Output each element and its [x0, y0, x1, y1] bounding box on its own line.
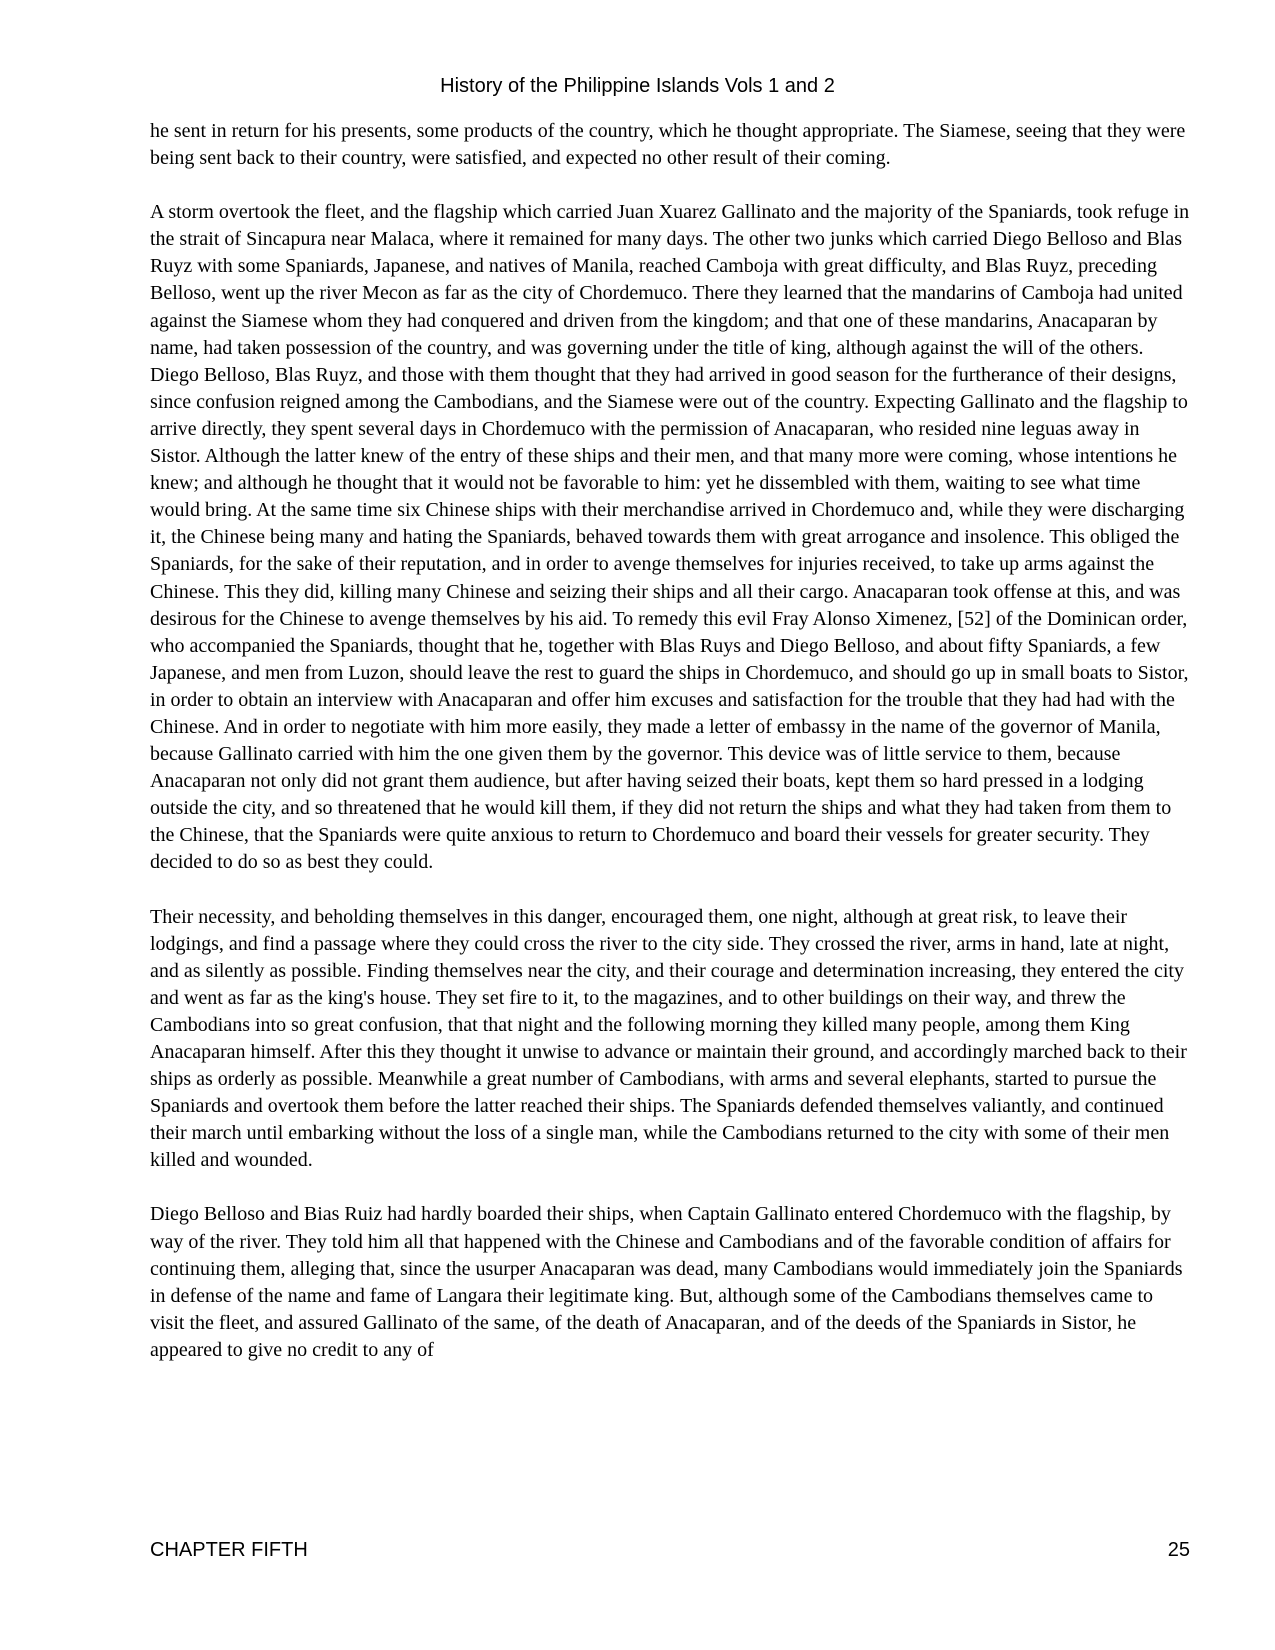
page-header: History of the Philippine Islands Vols 1 and 2	[440, 75, 835, 97]
page-number: 25	[1167, 1539, 1190, 1561]
paragraph: A storm overtook the fleet, and the flagship which carried Juan Xuarez Gallinato and the majority of the Spaniards, took refuge in the strait of Sincapura near Malaca, where it remained for many days. The other two junks which carried Diego Belloso and Blas Ruyz with some Spaniards, Japanese, and natives of Manila, reached Camboja with great difficulty, and Blas Ruyz, preceding Belloso, went up the river Mecon as far as the city of Chordemuco. There they learned that the mandarins of Camboja had united against the Siamese whom they had conquered and driven from the kingdom; and that one of these mandarins, Anacaparan by name, had taken possession of the country, and was governing under the title of king, although against the will of the others. Diego Belloso, Blas Ruyz, and those with them thought that they had arrived in good season for the furtherance of their designs, since confusion reigned among the Cambodians, and the Siamese were out of the country. Expecting Gallinato and the flagship to arrive directly, they spent several days in Chordemuco with the permission of Anacaparan, who resided nine leguas away in Sistor. Although the latter knew of the entry of these ships and their men, and that many more were coming, whose intentions he knew; and although he thought that it would not be favorable to him: yet he dissembled with them, waiting to see what time would bring. At the same time six Chinese ships with their merchandise arrived in Chordemuco and, while they were discharging it, the Chinese being many and hating the Spaniards, behaved towards them with great arrogance and insolence. This obliged the Spaniards, for the sake of their reputation, and in order to avenge themselves for injuries received, to take up arms against the Chinese. This they did, killing many Chinese and seizing their ships and all their cargo. Anacaparan took offense at this, and was desirous for the Chinese to avenge themselves by his aid. To remedy this evil Fray Alonso Ximenez, [52] of the Dominican order, who accompanied the Spaniards, thought that he, together with Blas Ruys and Diego Belloso, and about fifty Spaniards, a few Japanese, and men from Luzon, should leave the rest to guard the ships in Chordemuco, and should go up in small boats to Sistor, in order to obtain an interview with Anacaparan and offer him excuses and satisfaction for the trouble that they had had with the Chinese. And in order to negotiate with him more easily, they made a letter of embassy in the name of the governor of Manila, because Gallinato carried with him the one given them by the governor. This device was of little service to them, because Anacaparan not only did not grant them audience, but after having seized their boats, kept them so hard pressed in a lodging outside the city, and so threatened that he would kill them, if they did not return the ships and what they had taken from them to the Chinese, that the Spaniards were quite anxious to return to Chordemuco and board their vessels for greater security. They decided to do so as best they could.	[150, 201, 1190, 874]
chapter-label: CHAPTER FIFTH	[150, 1539, 308, 1561]
page-body	[150, 118, 1190, 1364]
paragraph: Their necessity, and beholding themselves in this danger, encouraged them, one night, although at great risk, to leave their lodgings, and find a passage where they could cross the river to the city side. They crossed the river, arms in hand, late at night, and as silently as possible. Finding themselves near the city, and their courage and determination increasing, they entered the city and went as far as the king's house. They set fire to it, to the magazines, and to other buildings on their way, and threw the Cambodians into so great confusion, that that night and the following morning they killed many people, among them King Anacaparan himself. After this they thought it unwise to advance or maintain their ground, and accordingly marched back to their ships as orderly as possible. Meanwhile a great number of Cambodians, with arms and several elephants, started to pursue the Spaniards and overtook them before the latter reached their ships. The Spaniards defended themselves valiantly, and continued their march until embarking without the loss of a single man, while the Cambodians returned to the city with some of their men killed and wounded.	[150, 905, 1187, 1172]
paragraph: he sent in return for his presents, some products of the country, which he thought appropriate. The Siamese, seeing that they were being sent back to their country, were satisfied, and expected no other result of their coming.	[150, 120, 1186, 170]
paragraph: Diego Belloso and Bias Ruiz had hardly boarded their ships, when Captain Gallinato entered Chordemuco with the flagship, by way of the river. They told him all that happened with the Chinese and Cambodians and of the favorable condition of affairs for continuing them, alleging that, since the usurper Anacaparan was dead, many Cambodians would immediately join the Spaniards in defense of the name and fame of Langara their legitimate king. But, although some of the Cambodians themselves came to visit the fleet, and assured Gallinato of the same, of the death of Anacaparan, and of the deeds of the Spaniards in Sistor, he appeared to give no credit to any of	[150, 1203, 1183, 1361]
